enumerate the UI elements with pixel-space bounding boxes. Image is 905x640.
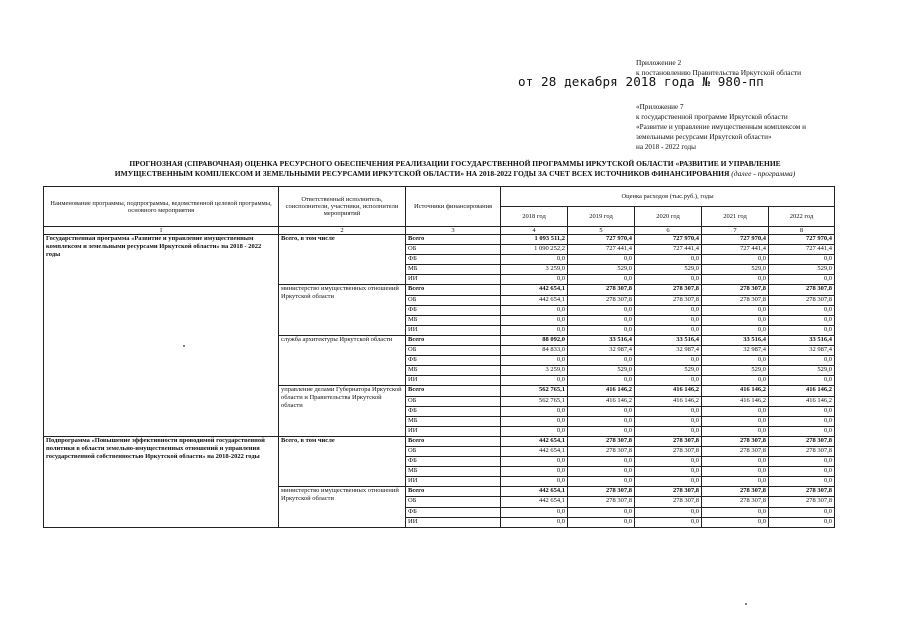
table-row xyxy=(44,235,835,245)
amount-cell: 278 307,8 xyxy=(702,295,769,305)
amount-cell: 562 765,1 xyxy=(501,396,568,406)
amount-cell: 88 092,0 xyxy=(501,335,568,345)
amount-cell: 32 987,4 xyxy=(769,346,835,356)
amount-cell: 0,0 xyxy=(568,356,635,366)
amount-cell: 278 307,8 xyxy=(568,295,635,305)
amount-cell: 0,0 xyxy=(702,457,769,467)
amount-cell: 0,0 xyxy=(769,305,835,315)
resource-estimate-table xyxy=(43,186,835,528)
amount-cell: 1 093 511,2 xyxy=(501,235,568,245)
table-row xyxy=(44,436,835,446)
amount-cell: 32 987,4 xyxy=(635,346,702,356)
appendix-2-reference: к постановлению Правительства Иркутской области xyxy=(636,68,802,77)
executor-cell: министерство имущественных отношений Иркутской области xyxy=(279,487,406,527)
amount-cell: 727 970,4 xyxy=(769,235,835,245)
funding-source-cell: ФБ xyxy=(406,255,501,265)
funding-source-cell: ФБ xyxy=(406,406,501,416)
amount-cell: 0,0 xyxy=(568,305,635,315)
appendix-7-line-4: на 2018 - 2022 годы xyxy=(636,143,697,151)
appendix-7-line-2: «Развитие и управление имущественным комплексом и xyxy=(636,123,806,131)
amount-cell: 278 307,8 xyxy=(568,436,635,446)
funding-source-cell: ФБ xyxy=(406,305,501,315)
amount-cell: 0,0 xyxy=(635,477,702,487)
amount-cell: 0,0 xyxy=(501,275,568,285)
amount-cell: 0,0 xyxy=(635,416,702,426)
funding-source-cell: ОБ xyxy=(406,245,501,255)
amount-cell: 33 516,4 xyxy=(702,335,769,345)
amount-cell: 3 259,0 xyxy=(501,265,568,275)
executor-cell: управление делами Губернатора Иркутской области и Правительства Иркутской области xyxy=(279,386,406,436)
amount-cell: 0,0 xyxy=(568,457,635,467)
funding-source-cell: Всего xyxy=(406,285,501,295)
document-title-main: ПРОГНОЗНАЯ (СПРАВОЧНАЯ) ОЦЕНКА РЕСУРСНОГО ОБЕСПЕЧЕНИЯ РЕАЛИЗАЦИИ ГОСУДАРСТВЕННОЙ ПРОГРАММЫ ИРКУТСКОЙ ОБЛАСТИ «РАЗВИТИЕ И УПРАВЛЕНИЕ ИМУЩЕСТВЕННЫМ КОМПЛЕКСОМ И ЗЕМЕЛЬНЫМИ РЕСУРСАМИ ИРКУТСКОЙ ОБЛАСТИ» НА 2018-2022 ГОДЫ ЗА СЧЕТ ВСЕХ ИСТОЧНИКОВ ФИНАНСИРОВАНИЯ xyxy=(114,159,781,178)
amount-cell: 0,0 xyxy=(702,507,769,517)
column-number: 8 xyxy=(769,227,835,235)
funding-source-cell: ОБ xyxy=(406,497,501,507)
amount-cell: 0,0 xyxy=(702,356,769,366)
funding-source-cell: ФБ xyxy=(406,356,501,366)
amount-cell: 0,0 xyxy=(501,356,568,366)
amount-cell: 0,0 xyxy=(769,255,835,265)
column-number: 2 xyxy=(279,227,406,235)
amount-cell: 0,0 xyxy=(501,416,568,426)
header-executor: Ответственный исполнитель, соисполнители, участники, исполнители мероприятий xyxy=(279,187,406,227)
executor-cell: министерство имущественных отношений Иркутской области xyxy=(279,285,406,335)
header-year: 2021 год xyxy=(702,207,769,227)
amount-cell: 529,0 xyxy=(702,265,769,275)
document-title-suffix: (далее - программа) xyxy=(731,169,796,178)
amount-cell: 0,0 xyxy=(769,376,835,386)
header-year: 2019 год xyxy=(568,207,635,227)
amount-cell: 0,0 xyxy=(769,356,835,366)
amount-cell: 32 987,4 xyxy=(568,346,635,356)
amount-cell: 33 516,4 xyxy=(635,335,702,345)
appendix-7-label: «Приложение 7 xyxy=(636,103,684,111)
amount-cell: 278 307,8 xyxy=(769,497,835,507)
amount-cell: 278 307,8 xyxy=(635,487,702,497)
amount-cell: 0,0 xyxy=(501,426,568,436)
amount-cell: 416 146,2 xyxy=(702,386,769,396)
amount-cell: 0,0 xyxy=(635,467,702,477)
executor-cell: Всего, в том числе xyxy=(279,235,406,285)
program-name-cell: Государственная программа «Развитие и управление имущественным комплексом и земельными ресурсами Иркутской области» на 2018 - 2022 годы xyxy=(44,235,279,437)
amount-cell: 32 987,4 xyxy=(702,346,769,356)
amount-cell: 0,0 xyxy=(501,376,568,386)
amount-cell: 0,0 xyxy=(635,255,702,265)
executor-cell: Всего, в том числе xyxy=(279,436,406,486)
amount-cell: 33 516,4 xyxy=(568,335,635,345)
column-number: 1 xyxy=(44,227,279,235)
amount-cell: 0,0 xyxy=(635,426,702,436)
funding-source-cell: Всего xyxy=(406,487,501,497)
amount-cell: 529,0 xyxy=(568,366,635,376)
funding-source-cell: Всего xyxy=(406,335,501,345)
header-funding-source: Источники финансирования xyxy=(406,187,501,227)
amount-cell: 529,0 xyxy=(702,366,769,376)
funding-source-cell: ОБ xyxy=(406,396,501,406)
amount-cell: 727 970,4 xyxy=(568,235,635,245)
header-year: 2018 год xyxy=(501,207,568,227)
amount-cell: 278 307,8 xyxy=(635,285,702,295)
column-number: 3 xyxy=(406,227,501,235)
amount-cell: 0,0 xyxy=(568,467,635,477)
funding-source-cell: МБ xyxy=(406,366,501,376)
amount-cell: 0,0 xyxy=(769,416,835,426)
amount-cell: 727 970,4 xyxy=(635,235,702,245)
amount-cell: 278 307,8 xyxy=(568,446,635,456)
amount-cell: 0,0 xyxy=(568,507,635,517)
amount-cell: 416 146,2 xyxy=(769,396,835,406)
appendix-7-block xyxy=(636,102,806,152)
amount-cell: 278 307,8 xyxy=(635,446,702,456)
amount-cell: 529,0 xyxy=(635,265,702,275)
amount-cell: 0,0 xyxy=(769,457,835,467)
appendix-7-line-1: к государственной программе Иркутской области xyxy=(636,113,788,121)
amount-cell: 0,0 xyxy=(702,477,769,487)
amount-cell: 278 307,8 xyxy=(702,497,769,507)
amount-cell: 278 307,8 xyxy=(702,436,769,446)
funding-source-cell: ИИ xyxy=(406,376,501,386)
column-number: 6 xyxy=(635,227,702,235)
amount-cell: 3 259,0 xyxy=(501,366,568,376)
amount-cell: 278 307,8 xyxy=(702,285,769,295)
amount-cell: 416 146,2 xyxy=(568,386,635,396)
amount-cell: 0,0 xyxy=(501,406,568,416)
amount-cell: 416 146,2 xyxy=(568,396,635,406)
amount-cell: 727 441,4 xyxy=(635,245,702,255)
funding-source-cell: МБ xyxy=(406,265,501,275)
amount-cell: 0,0 xyxy=(501,467,568,477)
funding-source-cell: ИИ xyxy=(406,325,501,335)
amount-cell: 0,0 xyxy=(769,477,835,487)
amount-cell: 0,0 xyxy=(501,477,568,487)
amount-cell: 0,0 xyxy=(568,275,635,285)
amount-cell: 0,0 xyxy=(635,457,702,467)
amount-cell: 0,0 xyxy=(769,325,835,335)
amount-cell: 0,0 xyxy=(568,477,635,487)
amount-cell: 0,0 xyxy=(501,255,568,265)
amount-cell: 278 307,8 xyxy=(568,497,635,507)
amount-cell: 84 833,0 xyxy=(501,346,568,356)
amount-cell: 562 765,1 xyxy=(501,386,568,396)
amount-cell: 0,0 xyxy=(568,416,635,426)
amount-cell: 0,0 xyxy=(702,406,769,416)
amount-cell: 0,0 xyxy=(769,275,835,285)
amount-cell: 416 146,2 xyxy=(769,386,835,396)
amount-cell: 442 654,1 xyxy=(501,436,568,446)
column-number: 7 xyxy=(702,227,769,235)
funding-source-cell: ФБ xyxy=(406,507,501,517)
amount-cell: 442 654,1 xyxy=(501,497,568,507)
amount-cell: 0,0 xyxy=(702,315,769,325)
subprogram-name-cell: Подпрограмма «Повышение эффективности проводимой государственной политики в области земельно-имущественных отношений и управления государственной собственностью Иркутской области» на 2018-2022 годы xyxy=(44,436,279,527)
amount-cell: 1 090 252,2 xyxy=(501,245,568,255)
amount-cell: 0,0 xyxy=(635,315,702,325)
amount-cell: 0,0 xyxy=(635,325,702,335)
amount-cell: 529,0 xyxy=(635,366,702,376)
funding-source-cell: ОБ xyxy=(406,346,501,356)
amount-cell: 0,0 xyxy=(635,305,702,315)
amount-cell: 0,0 xyxy=(769,406,835,416)
header-program-name: Наименование программы, подпрограммы, ведомственной целевой программы, основного мероприятия xyxy=(44,187,279,227)
amount-cell: 278 307,8 xyxy=(635,295,702,305)
decree-date-stamp: от 28 декабря 2018 года № 980-пп xyxy=(518,74,764,89)
funding-source-cell: МБ xyxy=(406,315,501,325)
funding-source-cell: МБ xyxy=(406,467,501,477)
amount-cell: 0,0 xyxy=(501,305,568,315)
funding-source-cell: Всего xyxy=(406,436,501,446)
amount-cell: 0,0 xyxy=(635,376,702,386)
amount-cell: 0,0 xyxy=(501,315,568,325)
amount-cell: 442 654,1 xyxy=(501,446,568,456)
amount-cell: 727 970,4 xyxy=(702,235,769,245)
amount-cell: 0,0 xyxy=(702,305,769,315)
amount-cell: 0,0 xyxy=(769,517,835,527)
amount-cell: 0,0 xyxy=(702,416,769,426)
funding-source-cell: ИИ xyxy=(406,517,501,527)
amount-cell: 33 516,4 xyxy=(769,335,835,345)
funding-source-cell: МБ xyxy=(406,416,501,426)
amount-cell: 0,0 xyxy=(702,426,769,436)
amount-cell: 727 441,4 xyxy=(568,245,635,255)
amount-cell: 529,0 xyxy=(568,265,635,275)
header-expense-estimate: Оценка расходов (тыс.руб.), годы xyxy=(501,187,835,207)
amount-cell: 278 307,8 xyxy=(635,497,702,507)
amount-cell: 278 307,8 xyxy=(769,295,835,305)
amount-cell: 0,0 xyxy=(702,376,769,386)
amount-cell: 442 654,1 xyxy=(501,487,568,497)
amount-cell: 278 307,8 xyxy=(769,285,835,295)
amount-cell: 0,0 xyxy=(568,315,635,325)
funding-source-cell: Всего xyxy=(406,235,501,245)
amount-cell: 0,0 xyxy=(769,315,835,325)
amount-cell: 442 654,1 xyxy=(501,295,568,305)
amount-cell: 0,0 xyxy=(635,517,702,527)
amount-cell: 0,0 xyxy=(635,507,702,517)
amount-cell: 0,0 xyxy=(635,356,702,366)
amount-cell: 278 307,8 xyxy=(702,446,769,456)
amount-cell: 278 307,8 xyxy=(769,487,835,497)
amount-cell: 0,0 xyxy=(501,457,568,467)
amount-cell: 0,0 xyxy=(568,406,635,416)
funding-source-cell: Всего xyxy=(406,386,501,396)
amount-cell: 0,0 xyxy=(501,517,568,527)
scan-speck xyxy=(183,345,185,347)
amount-cell: 0,0 xyxy=(702,517,769,527)
amount-cell: 278 307,8 xyxy=(769,436,835,446)
funding-source-cell: ОБ xyxy=(406,295,501,305)
header-year: 2020 год xyxy=(635,207,702,227)
amount-cell: 416 146,2 xyxy=(635,386,702,396)
amount-cell: 0,0 xyxy=(702,255,769,265)
appendix-2-label: Приложение 2 xyxy=(636,58,682,67)
amount-cell: 278 307,8 xyxy=(568,285,635,295)
funding-source-cell: ОБ xyxy=(406,446,501,456)
funding-source-cell: ИИ xyxy=(406,477,501,487)
amount-cell: 727 441,4 xyxy=(769,245,835,255)
amount-cell: 529,0 xyxy=(769,265,835,275)
funding-source-cell: ФБ xyxy=(406,457,501,467)
document-title xyxy=(110,159,800,179)
amount-cell: 278 307,8 xyxy=(702,487,769,497)
amount-cell: 727 441,4 xyxy=(702,245,769,255)
scan-speck xyxy=(745,603,747,605)
executor-cell: служба архитектуры Иркутской области xyxy=(279,335,406,385)
appendix-7-line-3: земельными ресурсами Иркутской области» xyxy=(636,133,772,141)
amount-cell: 278 307,8 xyxy=(769,446,835,456)
amount-cell: 529,0 xyxy=(769,366,835,376)
amount-cell: 0,0 xyxy=(702,275,769,285)
column-number: 5 xyxy=(568,227,635,235)
amount-cell: 0,0 xyxy=(501,507,568,517)
amount-cell: 278 307,8 xyxy=(635,436,702,446)
amount-cell: 0,0 xyxy=(702,467,769,477)
amount-cell: 442 654,1 xyxy=(501,285,568,295)
amount-cell: 0,0 xyxy=(568,517,635,527)
column-number: 4 xyxy=(501,227,568,235)
amount-cell: 0,0 xyxy=(635,275,702,285)
amount-cell: 0,0 xyxy=(635,406,702,416)
header-year: 2022 год xyxy=(769,207,835,227)
amount-cell: 0,0 xyxy=(568,376,635,386)
amount-cell: 0,0 xyxy=(769,426,835,436)
amount-cell: 0,0 xyxy=(568,426,635,436)
amount-cell: 416 146,2 xyxy=(635,396,702,406)
amount-cell: 0,0 xyxy=(769,507,835,517)
amount-cell: 0,0 xyxy=(568,255,635,265)
amount-cell: 278 307,8 xyxy=(568,487,635,497)
funding-source-cell: ИИ xyxy=(406,275,501,285)
amount-cell: 0,0 xyxy=(568,325,635,335)
amount-cell: 416 146,2 xyxy=(702,396,769,406)
amount-cell: 0,0 xyxy=(702,325,769,335)
amount-cell: 0,0 xyxy=(501,325,568,335)
amount-cell: 0,0 xyxy=(769,467,835,477)
funding-source-cell: ИИ xyxy=(406,426,501,436)
